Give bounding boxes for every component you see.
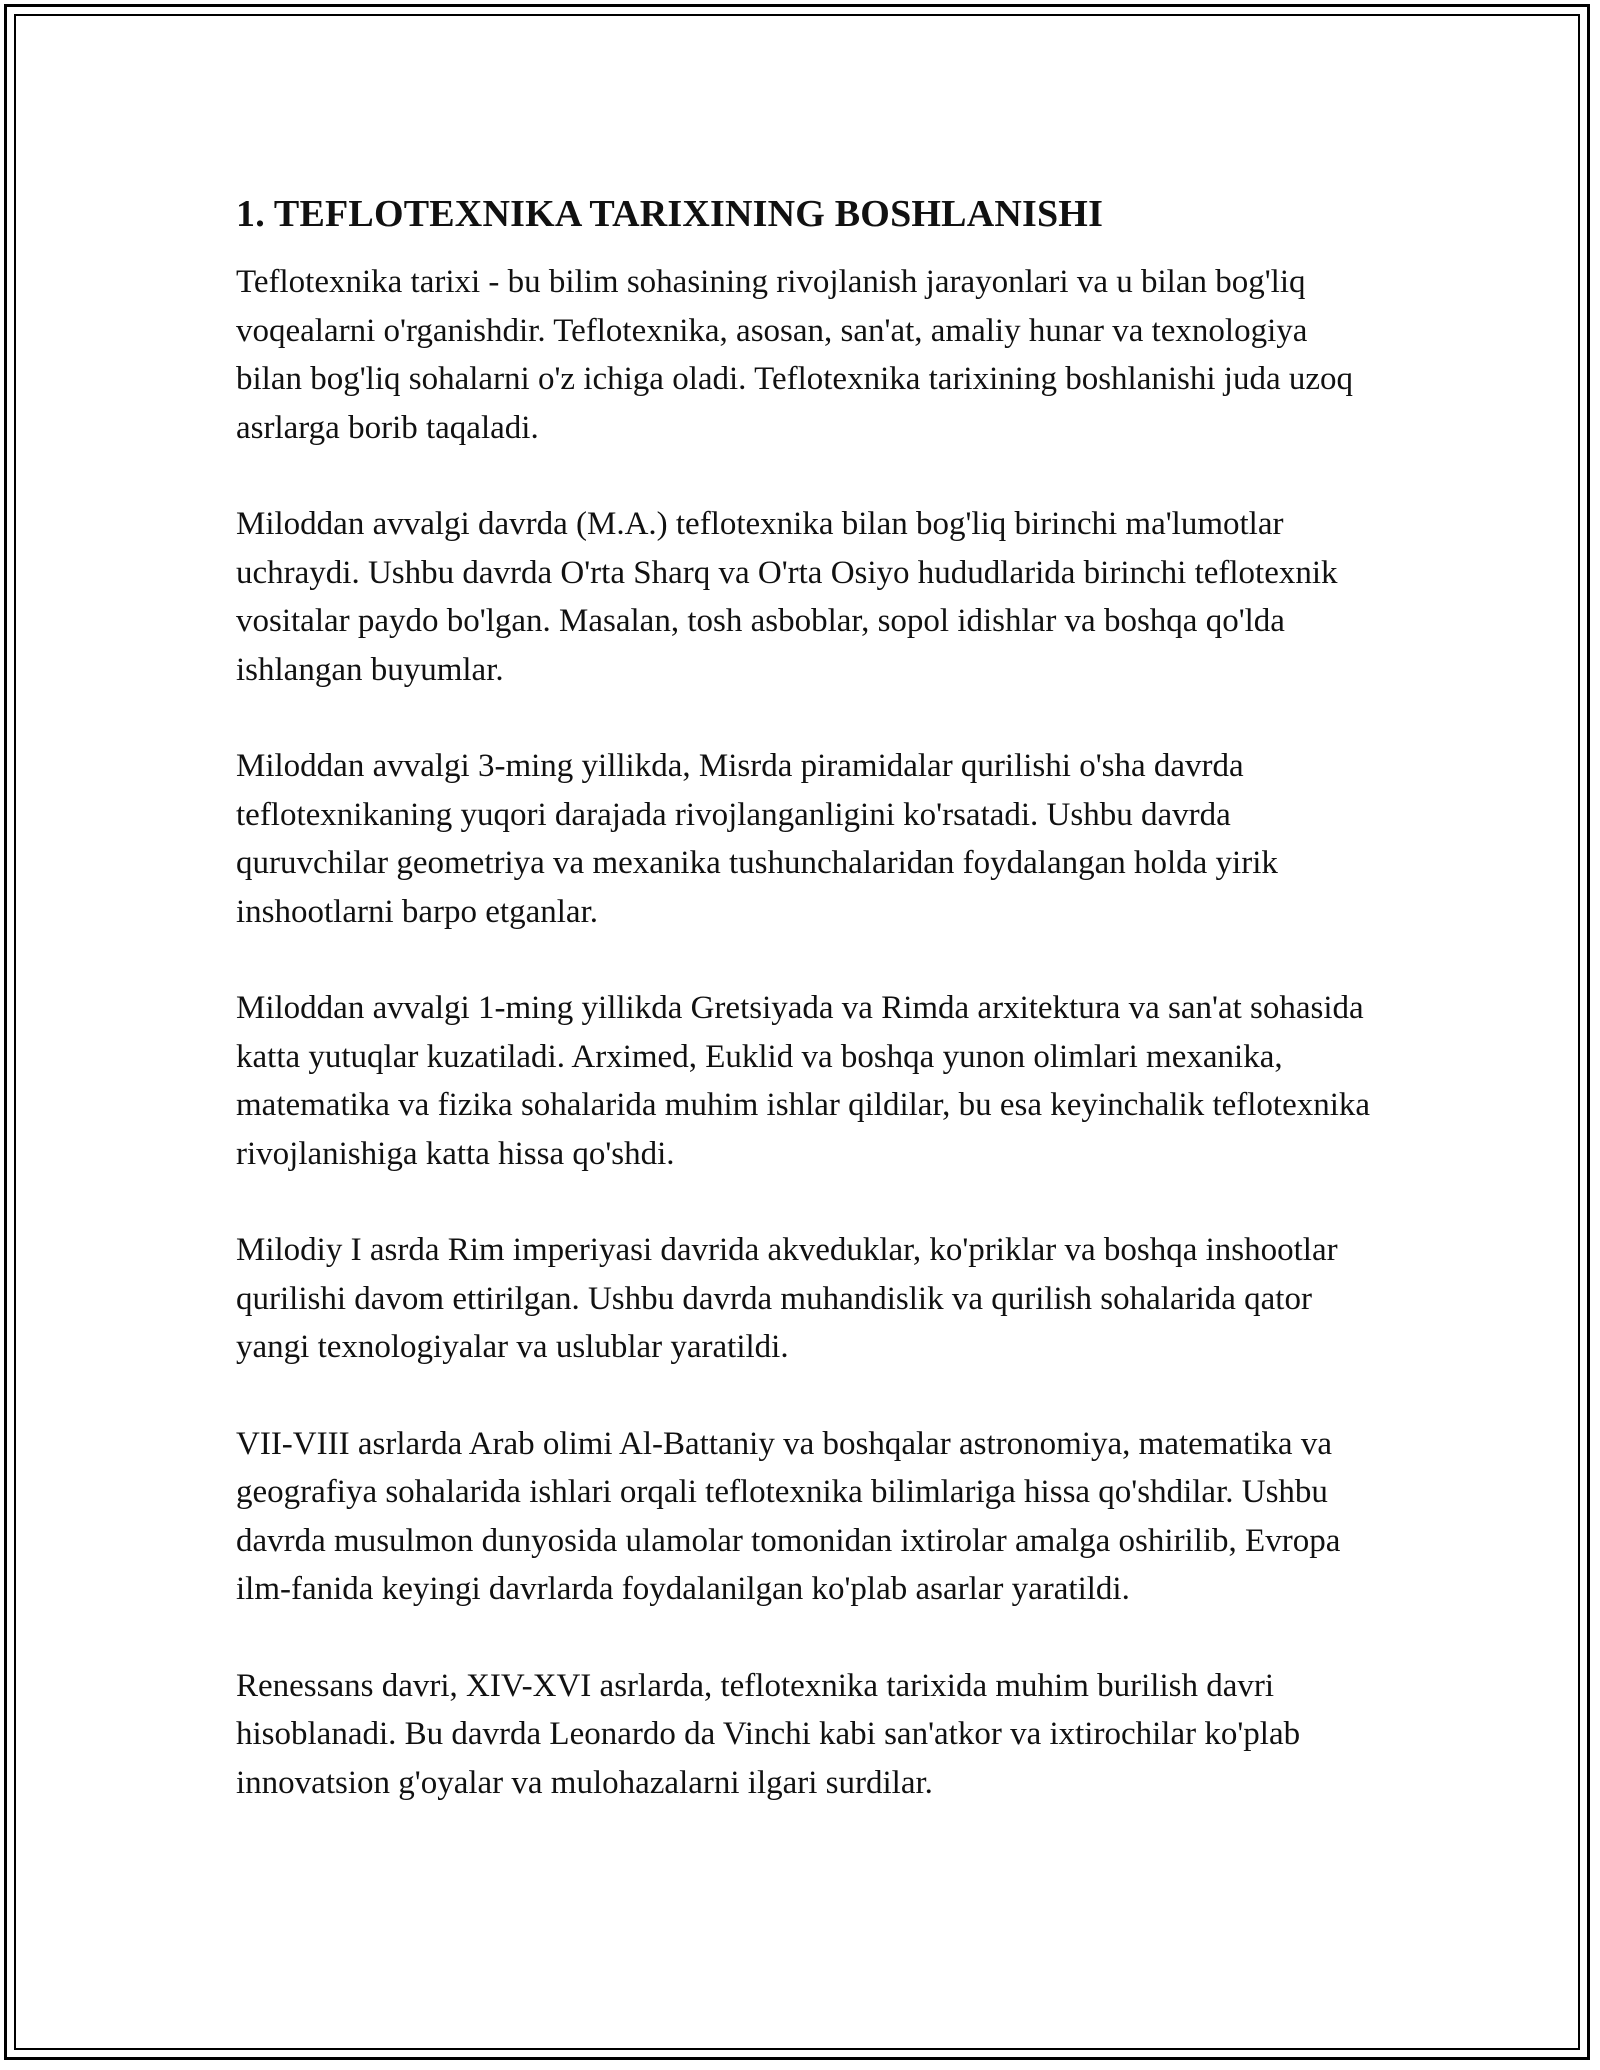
paragraph-2: Miloddan avvalgi davrda (M.A.) teflotexnika bilan bog'liq birinchi ma'lumotlar uchraydi. Ushbu davrda O'rta Sharq va O'rta Osiyo hududlarida birinchi teflotexnik vositalar paydo bo'lgan. Masalan, tosh asboblar, sopol idishlar va boshqa qo'lda ishlangan buyumlar. bbox=[236, 506, 1338, 688]
paragraph-7: Renessans davri, XIV-XVI asrlarda, teflotexnika tarixida muhim burilish davri hisoblanadi. Bu davrda Leonardo da Vinchi kabi san'atkor va ixtirochilar ko'plab innovatsion g'oyalar va mulohazalarni ilgari surdilar. bbox=[236, 1667, 1301, 1801]
document-body bbox=[236, 186, 1376, 1807]
paragraph-4: Miloddan avvalgi 1-ming yillikda Gretsiyada va Rimda arxitektura va san'at sohasida katta yutuqlar kuzatiladi. Arximed, Euklid va boshqa yunon olimlari mexanika, matematika va fizika sohalarida muhim ishlar qildilar, bu esa keyinchalik teflotexnika rivojlanishiga katta hissa qo'shdi. bbox=[236, 990, 1371, 1172]
paragraph-5: Milodiy I asrda Rim imperiyasi davrida akveduklar, ko'priklar va boshqa inshootlar qurilishi davom ettirilgan. Ushbu davrda muhandislik va qurilish sohalarida qator yangi texnologiyalar va uslublar yaratildi. bbox=[236, 1232, 1338, 1365]
paragraph-6: VII-VIII asrlarda Arab olimi Al-Battaniy va boshqalar astronomiya, matematika va geografiya sohalarida ishlari orqali teflotexnika bilimlariga hissa qo'shdilar. Ushbu davrda musulmon dunyosida ulamolar tomonidan ixtirolar amalga oshirilib, Evropa ilm-fanida keyingi davrlarda foydalanilgan ko'plab asarlar yaratildi. bbox=[236, 1425, 1341, 1607]
section-heading: 1. TEFLOTEXNIKA TARIXINING BOSHLANISHI bbox=[236, 193, 1104, 235]
paragraph-1: Teflotexnika tarixi - bu bilim sohasining rivojlanish jarayonlari va u bilan bog'liq voqealarni o'rganishdir. Teflotexnika, asosan, san'at, amaliy hunar va texnologiya bilan bog'liq sohalarni o'z ichiga oladi. Teflotexnika tarixining boshlanishi juda uzoq asrlarga borib taqaladi. bbox=[236, 264, 1353, 446]
paragraph-3: Miloddan avvalgi 3-ming yillikda, Misrda piramidalar qurilishi o'sha davrda teflotexnikaning yuqori darajada rivojlanganligini ko'rsatadi. Ushbu davrda quruvchilar geometriya va mexanika tushunchalaridan foydalangan holda yirik inshootlarni barpo etganlar. bbox=[236, 748, 1278, 930]
